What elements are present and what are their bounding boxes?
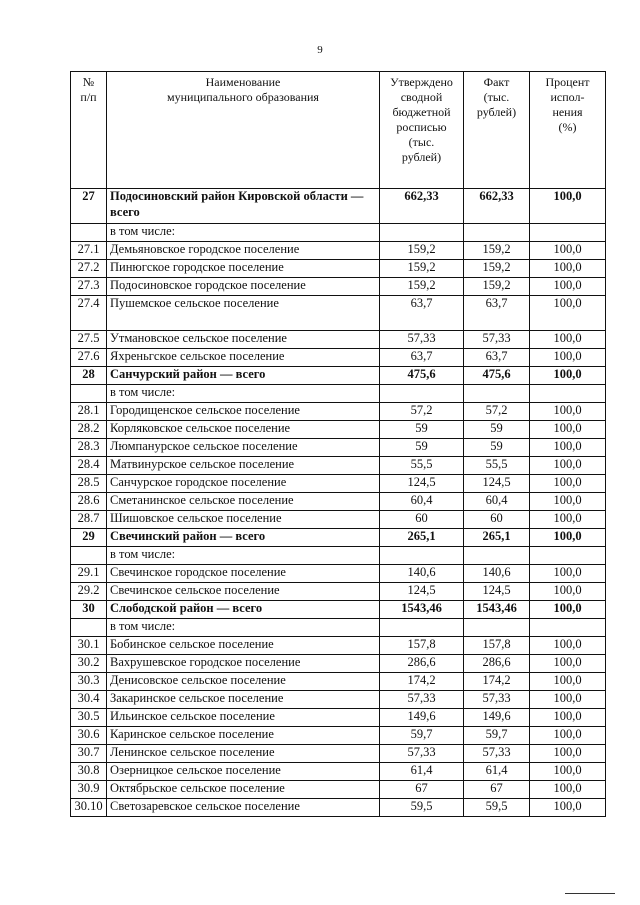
row-percent: 100,0 — [530, 745, 606, 763]
row-percent: 100,0 — [530, 673, 606, 691]
row-percent: 100,0 — [530, 709, 606, 727]
table-row — [71, 691, 606, 709]
row-approved: 57,33 — [380, 691, 464, 709]
table-row — [71, 745, 606, 763]
row-fact: 157,8 — [464, 637, 530, 655]
row-approved: 159,2 — [380, 260, 464, 278]
row-approved: 60,4 — [380, 493, 464, 511]
table-row — [71, 583, 606, 601]
row-fact: 124,5 — [464, 475, 530, 493]
row-approved: 265,1 — [380, 529, 464, 547]
row-number: 30 — [71, 601, 107, 619]
row-name: Подосиновский район Кировской области — всего — [107, 189, 380, 224]
table-row — [71, 403, 606, 421]
table-row — [71, 781, 606, 799]
row-approved: 57,33 — [380, 331, 464, 349]
row-percent: 100,0 — [530, 691, 606, 709]
table-row — [71, 224, 606, 242]
row-approved — [380, 547, 464, 565]
row-name: Демьяновское городское поселение — [107, 242, 380, 260]
row-approved: 140,6 — [380, 565, 464, 583]
row-fact — [464, 224, 530, 242]
row-approved — [380, 224, 464, 242]
table-row — [71, 565, 606, 583]
row-fact: 662,33 — [464, 189, 530, 224]
row-number: 28 — [71, 367, 107, 385]
row-percent: 100,0 — [530, 475, 606, 493]
row-fact: 59,7 — [464, 727, 530, 745]
row-number: 27.3 — [71, 278, 107, 296]
row-name: Ильинское сельское поселение — [107, 709, 380, 727]
row-number: 30.5 — [71, 709, 107, 727]
table-row — [71, 799, 606, 817]
row-number: 28.3 — [71, 439, 107, 457]
row-fact: 60 — [464, 511, 530, 529]
table-row — [71, 331, 606, 349]
table-row — [71, 385, 606, 403]
row-fact: 124,5 — [464, 583, 530, 601]
row-approved: 124,5 — [380, 583, 464, 601]
row-name: Санчурский район — всего — [107, 367, 380, 385]
row-percent: 100,0 — [530, 367, 606, 385]
row-approved: 174,2 — [380, 673, 464, 691]
table-body — [71, 189, 606, 817]
row-number — [71, 224, 107, 242]
row-name: Свечинское городское поселение — [107, 565, 380, 583]
row-percent: 100,0 — [530, 403, 606, 421]
row-number: 30.7 — [71, 745, 107, 763]
row-name: Светозаревское сельское поселение — [107, 799, 380, 817]
row-number: 30.1 — [71, 637, 107, 655]
row-fact — [464, 385, 530, 403]
row-approved: 662,33 — [380, 189, 464, 224]
row-percent: 100,0 — [530, 637, 606, 655]
row-fact: 286,6 — [464, 655, 530, 673]
row-percent: 100,0 — [530, 727, 606, 745]
row-fact: 63,7 — [464, 349, 530, 367]
header-name: Наименование муниципального образования — [107, 72, 380, 189]
row-fact: 57,33 — [464, 745, 530, 763]
row-approved: 57,33 — [380, 745, 464, 763]
row-name: Матвинурское сельское поселение — [107, 457, 380, 475]
row-percent: 100,0 — [530, 655, 606, 673]
row-fact: 174,2 — [464, 673, 530, 691]
row-fact: 60,4 — [464, 493, 530, 511]
row-approved: 59,5 — [380, 799, 464, 817]
row-approved: 57,2 — [380, 403, 464, 421]
table-row — [71, 296, 606, 331]
table-row — [71, 349, 606, 367]
row-percent: 100,0 — [530, 189, 606, 224]
row-name: Пинюгское городское поселение — [107, 260, 380, 278]
table-row — [71, 655, 606, 673]
table-row — [71, 529, 606, 547]
row-percent: 100,0 — [530, 260, 606, 278]
row-name: Ленинское сельское поселение — [107, 745, 380, 763]
table-row — [71, 637, 606, 655]
row-fact: 1543,46 — [464, 601, 530, 619]
row-name: Корляковское сельское поселение — [107, 421, 380, 439]
row-number: 30.9 — [71, 781, 107, 799]
row-percent — [530, 385, 606, 403]
row-name: в том числе: — [107, 385, 380, 403]
row-name: Вахрушевское городское поселение — [107, 655, 380, 673]
row-name: Озерницкое сельское поселение — [107, 763, 380, 781]
row-fact: 140,6 — [464, 565, 530, 583]
row-name: Денисовское сельское поселение — [107, 673, 380, 691]
row-percent: 100,0 — [530, 349, 606, 367]
row-fact: 475,6 — [464, 367, 530, 385]
row-number: 27.5 — [71, 331, 107, 349]
signature-line — [565, 893, 615, 894]
table-row — [71, 457, 606, 475]
row-percent: 100,0 — [530, 511, 606, 529]
row-percent: 100,0 — [530, 781, 606, 799]
row-approved: 157,8 — [380, 637, 464, 655]
row-approved: 286,6 — [380, 655, 464, 673]
row-approved — [380, 385, 464, 403]
row-name: в том числе: — [107, 224, 380, 242]
row-fact: 59 — [464, 421, 530, 439]
row-approved: 159,2 — [380, 278, 464, 296]
row-fact: 55,5 — [464, 457, 530, 475]
row-number: 29.2 — [71, 583, 107, 601]
row-fact: 265,1 — [464, 529, 530, 547]
row-name: Октябрьское сельское поселение — [107, 781, 380, 799]
row-percent: 100,0 — [530, 296, 606, 331]
row-number: 30.2 — [71, 655, 107, 673]
table-row — [71, 278, 606, 296]
header-number: № п/п — [71, 72, 107, 189]
row-approved: 1543,46 — [380, 601, 464, 619]
table-row — [71, 260, 606, 278]
row-fact: 159,2 — [464, 242, 530, 260]
row-approved: 63,7 — [380, 296, 464, 331]
row-number: 27 — [71, 189, 107, 224]
row-percent: 100,0 — [530, 457, 606, 475]
row-percent: 100,0 — [530, 763, 606, 781]
row-percent: 100,0 — [530, 529, 606, 547]
row-percent: 100,0 — [530, 583, 606, 601]
table-header-row — [71, 72, 606, 189]
row-approved: 59 — [380, 421, 464, 439]
row-percent: 100,0 — [530, 331, 606, 349]
row-approved: 59,7 — [380, 727, 464, 745]
row-number: 30.10 — [71, 799, 107, 817]
row-percent — [530, 619, 606, 637]
row-percent: 100,0 — [530, 278, 606, 296]
row-approved: 124,5 — [380, 475, 464, 493]
table-row — [71, 763, 606, 781]
row-percent: 100,0 — [530, 242, 606, 260]
table-row — [71, 673, 606, 691]
row-name: Пушемское сельское поселение — [107, 296, 380, 331]
page-number: 9 — [317, 44, 323, 56]
row-percent: 100,0 — [530, 439, 606, 457]
row-approved: 59 — [380, 439, 464, 457]
row-number: 28.1 — [71, 403, 107, 421]
row-name: Каринское сельское поселение — [107, 727, 380, 745]
row-name: Городищенское сельское поселение — [107, 403, 380, 421]
row-name: Шишовское сельское поселение — [107, 511, 380, 529]
row-fact: 57,33 — [464, 691, 530, 709]
row-name: Бобинское сельское поселение — [107, 637, 380, 655]
row-number: 30.6 — [71, 727, 107, 745]
table-row — [71, 439, 606, 457]
row-number — [71, 547, 107, 565]
row-fact: 67 — [464, 781, 530, 799]
row-number — [71, 385, 107, 403]
row-fact: 159,2 — [464, 260, 530, 278]
row-approved: 475,6 — [380, 367, 464, 385]
table-row — [71, 493, 606, 511]
row-number: 27.6 — [71, 349, 107, 367]
row-number: 28.2 — [71, 421, 107, 439]
table-row — [71, 727, 606, 745]
row-fact: 59 — [464, 439, 530, 457]
row-percent: 100,0 — [530, 799, 606, 817]
table-row — [71, 511, 606, 529]
row-name: Утмановское сельское поселение — [107, 331, 380, 349]
row-number: 30.8 — [71, 763, 107, 781]
table-row — [71, 547, 606, 565]
table-row — [71, 619, 606, 637]
row-approved: 55,5 — [380, 457, 464, 475]
row-approved: 61,4 — [380, 763, 464, 781]
row-number: 27.2 — [71, 260, 107, 278]
row-fact: 57,33 — [464, 331, 530, 349]
row-name: Свечинское сельское поселение — [107, 583, 380, 601]
table-row — [71, 189, 606, 224]
row-name: Подосиновское городское поселение — [107, 278, 380, 296]
row-approved: 63,7 — [380, 349, 464, 367]
row-number: 28.5 — [71, 475, 107, 493]
row-name: в том числе: — [107, 547, 380, 565]
table-row — [71, 242, 606, 260]
table-row — [71, 367, 606, 385]
row-number: 30.3 — [71, 673, 107, 691]
table-row — [71, 601, 606, 619]
row-fact — [464, 619, 530, 637]
row-fact: 59,5 — [464, 799, 530, 817]
row-fact: 57,2 — [464, 403, 530, 421]
row-number: 29.1 — [71, 565, 107, 583]
table-row — [71, 421, 606, 439]
row-number: 29 — [71, 529, 107, 547]
row-percent: 100,0 — [530, 493, 606, 511]
row-fact: 63,7 — [464, 296, 530, 331]
row-name: Слободской район — всего — [107, 601, 380, 619]
row-fact: 149,6 — [464, 709, 530, 727]
row-number: 30.4 — [71, 691, 107, 709]
row-name: Люмпанурское сельское поселение — [107, 439, 380, 457]
row-percent: 100,0 — [530, 601, 606, 619]
budget-execution-table — [70, 71, 606, 817]
row-name: Свечинский район — всего — [107, 529, 380, 547]
header-percent: Процент испол- нения (%) — [530, 72, 606, 189]
row-percent: 100,0 — [530, 565, 606, 583]
row-name: Сметанинское сельское поселение — [107, 493, 380, 511]
table-row — [71, 709, 606, 727]
row-percent — [530, 224, 606, 242]
header-fact: Факт (тыс. рублей) — [464, 72, 530, 189]
row-name: Закаринское сельское поселение — [107, 691, 380, 709]
row-number: 28.6 — [71, 493, 107, 511]
row-fact: 159,2 — [464, 278, 530, 296]
row-number: 27.1 — [71, 242, 107, 260]
row-number: 28.4 — [71, 457, 107, 475]
row-approved: 67 — [380, 781, 464, 799]
row-approved: 159,2 — [380, 242, 464, 260]
row-approved: 60 — [380, 511, 464, 529]
row-name: Санчурское городское поселение — [107, 475, 380, 493]
row-approved: 149,6 — [380, 709, 464, 727]
row-number: 27.4 — [71, 296, 107, 331]
row-number — [71, 619, 107, 637]
row-fact — [464, 547, 530, 565]
row-name: в том числе: — [107, 619, 380, 637]
header-approved: Утверждено сводной бюджетной росписью (тыс. рублей) — [380, 72, 464, 189]
table-row — [71, 475, 606, 493]
row-percent: 100,0 — [530, 421, 606, 439]
row-number: 28.7 — [71, 511, 107, 529]
row-approved — [380, 619, 464, 637]
row-name: Яхреньгское сельское поселение — [107, 349, 380, 367]
row-percent — [530, 547, 606, 565]
row-fact: 61,4 — [464, 763, 530, 781]
